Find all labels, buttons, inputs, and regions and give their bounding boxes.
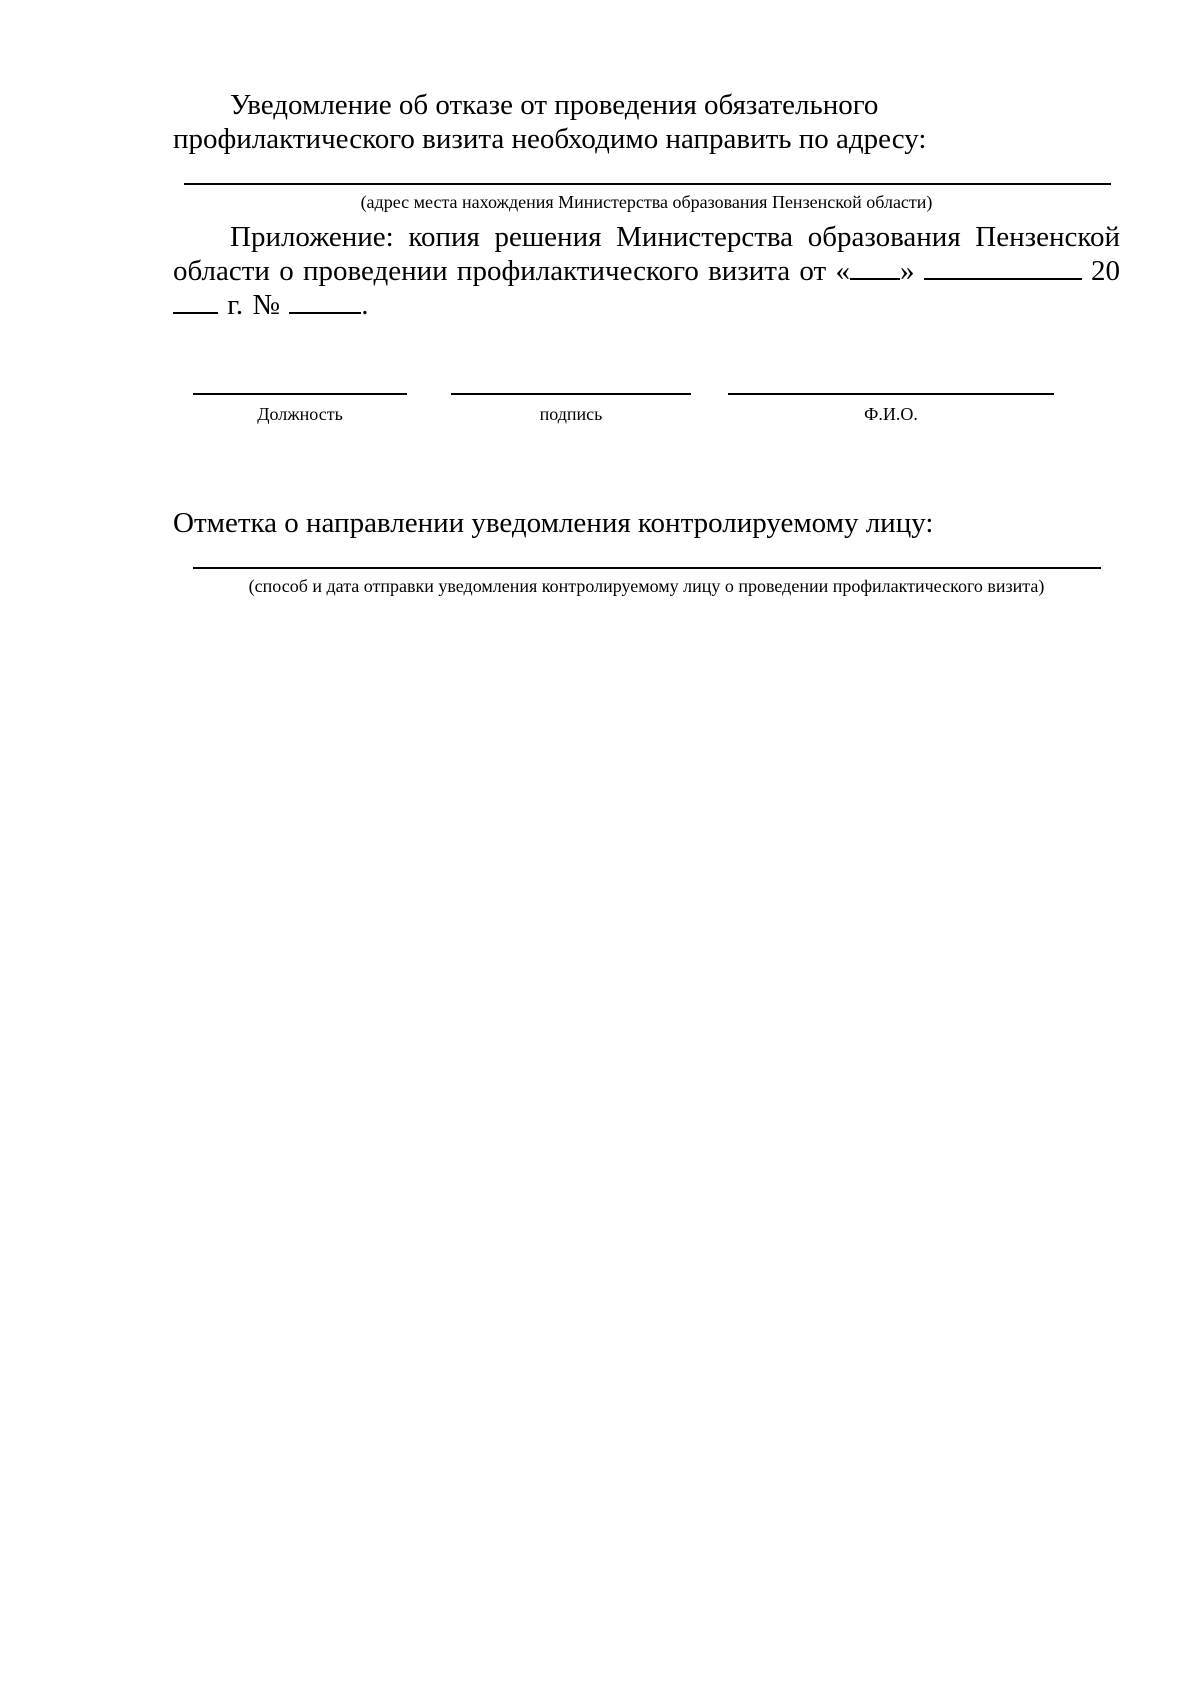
year-suffix: г. № [218, 289, 281, 321]
attachment-text: Приложение: копия решения Министерства образования Пензенской области о проведении профилактического визита от « [173, 221, 1120, 287]
address-blank-line [184, 183, 1111, 185]
mark-text: Отметка о направлении уведомления контролируемому лицу: [173, 507, 934, 539]
number-blank [289, 288, 361, 314]
attachment-paragraph [173, 220, 1120, 322]
quote-close: » [899, 255, 915, 287]
name-signature-line [728, 393, 1054, 395]
notice-paragraph: Уведомление об отказе от проведения обязательного профилактического визита необходимо направить по адресу: [173, 89, 927, 155]
year-blank [173, 288, 218, 314]
position-signature-line [193, 393, 407, 395]
mark-blank-line [193, 567, 1101, 569]
signature-label: подпись [539, 404, 603, 424]
mark-caption: (способ и дата отправки уведомления контролируемому лицу о проведении профилактического визита) [248, 576, 1045, 596]
position-label: Должность [257, 404, 343, 424]
name-label: Ф.И.О. [864, 404, 918, 424]
signature-line [451, 393, 691, 395]
month-blank [924, 254, 1082, 280]
attachment-end: . [361, 289, 369, 321]
address-caption: (адрес места нахождения Министерства образования Пензенской области) [360, 192, 933, 212]
year-prefix: 20 [1091, 255, 1121, 287]
day-blank [850, 254, 900, 280]
